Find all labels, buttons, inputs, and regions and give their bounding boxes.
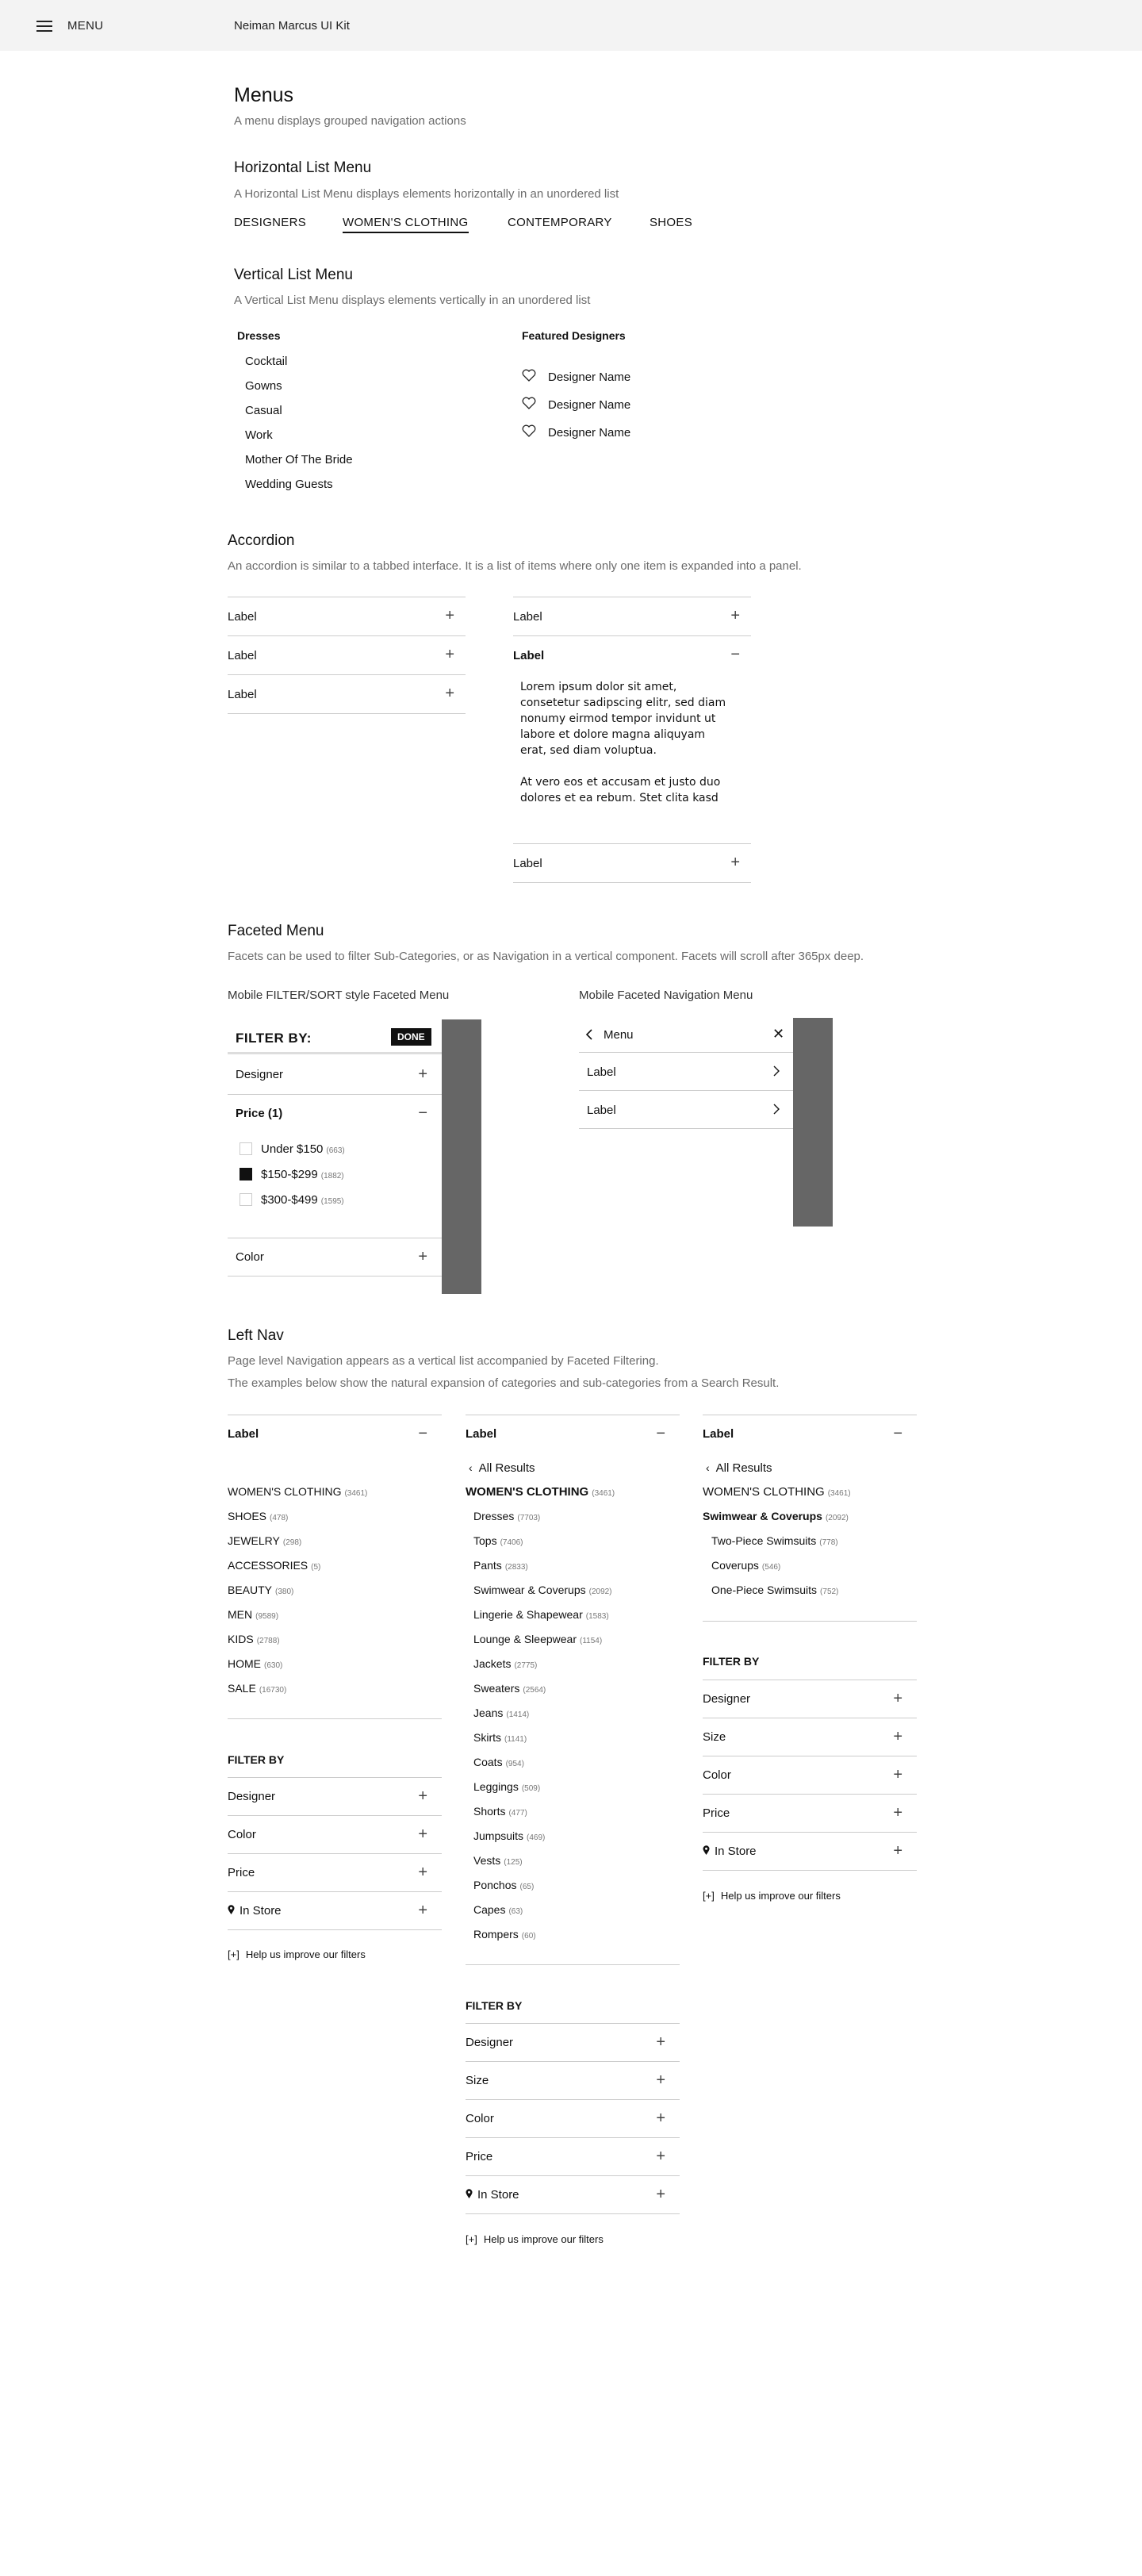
- category-link[interactable]: Jeans (1414): [473, 1706, 530, 1719]
- hmenu-contemporary[interactable]: CONTEMPORARY: [508, 216, 612, 229]
- vmenu-item[interactable]: Cocktail: [245, 355, 288, 368]
- vertical-title: Vertical List Menu: [234, 267, 353, 283]
- mobile-nav-header[interactable]: [579, 1018, 793, 1053]
- filter-row[interactable]: Color +: [466, 2099, 680, 2137]
- facet-label: Color: [236, 1250, 264, 1264]
- chevron-left-icon: ‹: [469, 1461, 473, 1474]
- accordion-label: Label: [513, 610, 542, 624]
- chevron-right-icon: [772, 1104, 780, 1115]
- heart-icon[interactable]: [522, 369, 536, 382]
- filter-row[interactable]: In Store +: [466, 2175, 680, 2213]
- horizontal-title: Horizontal List Menu: [234, 159, 372, 176]
- category-link[interactable]: HOME (630): [228, 1657, 283, 1670]
- filter-row[interactable]: Size +: [703, 1718, 917, 1756]
- filter-by-label: FILTER BY: [466, 1999, 523, 2012]
- location-pin-icon: [466, 2189, 473, 2199]
- filter-row[interactable]: Color +: [228, 1815, 442, 1853]
- category-link[interactable]: Coats (954): [473, 1756, 524, 1768]
- mobile-nav-item[interactable]: [579, 1091, 793, 1129]
- help-link[interactable]: [+] Help us improve our filters: [466, 2233, 604, 2245]
- nav-item-label: Label: [587, 1104, 616, 1117]
- category-link[interactable]: Leggings (509): [473, 1780, 541, 1793]
- leftnav-header[interactable]: Label −: [228, 1415, 442, 1453]
- category-link[interactable]: SALE (16730): [228, 1682, 287, 1695]
- faceted-desc: Facets can be used to filter Sub-Categories, or as Navigation in a vertical component. Facets will scroll after 365px deep.: [228, 950, 864, 963]
- category-link[interactable]: Sweaters (2564): [473, 1682, 546, 1695]
- divider: [703, 1621, 917, 1622]
- filter-row[interactable]: Color +: [703, 1756, 917, 1794]
- category-link[interactable]: Jumpsuits (469): [473, 1829, 546, 1842]
- facet-designer[interactable]: [228, 1056, 442, 1094]
- accordion-panel-text: At vero eos et accusam et justo duo dolores et ea rebum. Stet clita kasd: [520, 776, 721, 804]
- top-bar: [0, 0, 1142, 51]
- faceted-title: Faceted Menu: [228, 923, 324, 939]
- price-option[interactable]: $150-$299 (1882): [261, 1168, 344, 1181]
- nav-menu-label: Menu: [604, 1028, 634, 1042]
- plus-icon: +: [656, 2071, 665, 2089]
- category-link[interactable]: Lingerie & Shapewear (1583): [473, 1608, 609, 1621]
- minus-icon: −: [656, 1425, 665, 1442]
- plus-icon: +: [893, 1804, 902, 1822]
- category-link[interactable]: Two-Piece Swimsuits (778): [711, 1534, 838, 1547]
- kit-title: Neiman Marcus UI Kit: [234, 19, 350, 33]
- all-results-link[interactable]: ‹ All Results: [469, 1461, 535, 1475]
- accordion-desc: An accordion is similar to a tabbed interface. It is a list of items where only one item is expanded into a panel.: [228, 559, 802, 573]
- vmenu-item[interactable]: Mother Of The Bride: [245, 453, 353, 466]
- plus-icon: +: [656, 2033, 665, 2051]
- hamburger-icon[interactable]: [36, 21, 52, 32]
- page-title: Menus: [234, 84, 294, 106]
- category-link[interactable]: Dresses (7703): [473, 1510, 541, 1522]
- minus-icon: −: [418, 1425, 427, 1442]
- filter-row[interactable]: Size +: [466, 2061, 680, 2099]
- category-link[interactable]: Shorts (477): [473, 1805, 527, 1818]
- accordion-title: Accordion: [228, 532, 295, 549]
- plus-icon: +: [418, 1864, 427, 1881]
- category-link[interactable]: JEWELRY (298): [228, 1534, 302, 1547]
- designer-link[interactable]: Designer Name: [548, 398, 631, 412]
- divider: [466, 2213, 680, 2214]
- plus-icon: +: [418, 1825, 427, 1843]
- filter-by-label: FILTER BY:: [236, 1031, 312, 1046]
- filter-row[interactable]: Designer +: [703, 1680, 917, 1718]
- heart-icon[interactable]: [522, 397, 536, 409]
- category-link[interactable]: Lounge & Sleepwear (1154): [473, 1633, 603, 1645]
- category-link[interactable]: Ponchos (65): [473, 1879, 535, 1891]
- category-link[interactable]: ACCESSORIES (5): [228, 1559, 321, 1572]
- facet-color[interactable]: [228, 1238, 442, 1276]
- chevron-left-icon: ‹: [706, 1461, 710, 1474]
- plus-icon: +: [893, 1690, 902, 1707]
- heart-icon[interactable]: [522, 424, 536, 437]
- accordion-item[interactable]: [513, 843, 751, 882]
- leftnav-header[interactable]: Label −: [466, 1415, 680, 1453]
- subcategory-current[interactable]: Swimwear & Coverups (2092): [703, 1510, 849, 1522]
- filter-header: [228, 1019, 442, 1054]
- plus-bracket-icon: [+]: [466, 2233, 477, 2245]
- filter-by-label: FILTER BY: [228, 1753, 285, 1766]
- horizontal-desc: A Horizontal List Menu displays elements horizontally in an unordered list: [234, 187, 619, 201]
- category-link[interactable]: Jackets (2775): [473, 1657, 538, 1670]
- category-link[interactable]: Tops (7406): [473, 1534, 523, 1547]
- category-link[interactable]: WOMEN'S CLOTHING (3461): [228, 1485, 368, 1498]
- mobile-filter-title: Mobile FILTER/SORT style Faceted Menu: [228, 989, 450, 1002]
- accordion-label: Label: [513, 857, 542, 870]
- minus-icon: −: [730, 646, 740, 663]
- category-link[interactable]: SHOES (478): [228, 1510, 289, 1522]
- chevron-left-icon: [585, 1029, 593, 1040]
- filter-row[interactable]: In Store +: [703, 1832, 917, 1870]
- vmenu-header-designers: Featured Designers: [522, 329, 626, 342]
- done-button[interactable]: DONE: [391, 1028, 431, 1046]
- designer-link[interactable]: Designer Name: [548, 426, 631, 440]
- facet-label: Designer: [236, 1068, 284, 1081]
- leftnav-title: Left Nav: [228, 1327, 284, 1344]
- accordion-label: Label: [228, 688, 257, 701]
- plus-icon: +: [893, 1728, 902, 1745]
- leftnav-desc: The examples below show the natural expansion of categories and sub-categories from a Search Result.: [228, 1376, 780, 1390]
- plus-icon: +: [893, 1766, 902, 1783]
- all-results-link[interactable]: ‹ All Results: [706, 1461, 772, 1475]
- category-link[interactable]: KIDS (2788): [228, 1633, 280, 1645]
- scrollbar[interactable]: [442, 1019, 481, 1294]
- category-link[interactable]: BEAUTY (380): [228, 1584, 294, 1596]
- divider: [466, 1964, 680, 1965]
- plus-icon: +: [656, 2110, 665, 2127]
- facet-label: Price (1): [236, 1107, 283, 1120]
- mobile-nav-title: Mobile Faceted Navigation Menu: [579, 989, 753, 1002]
- category-link[interactable]: Coverups (546): [711, 1559, 781, 1572]
- designer-link[interactable]: Designer Name: [548, 370, 631, 384]
- price-option[interactable]: $300-$499 (1595): [261, 1193, 344, 1207]
- help-link[interactable]: [+] Help us improve our filters: [703, 1890, 841, 1902]
- plus-bracket-icon: [+]: [703, 1890, 715, 1902]
- leftnav-desc: Page level Navigation appears as a vertical list accompanied by Faceted Filtering.: [228, 1354, 659, 1368]
- divider: [513, 882, 751, 883]
- plus-icon: +: [418, 1787, 427, 1805]
- chevron-right-icon: [772, 1065, 780, 1077]
- category-link[interactable]: MEN (9589): [228, 1608, 279, 1621]
- accordion-label: Label: [228, 610, 257, 624]
- category-link[interactable]: Skirts (1141): [473, 1731, 527, 1744]
- category-current[interactable]: WOMEN'S CLOTHING (3461): [466, 1485, 615, 1499]
- accordion-item[interactable]: [228, 674, 466, 713]
- price-checkbox[interactable]: [240, 1168, 252, 1181]
- category-link[interactable]: Pants (2833): [473, 1559, 528, 1572]
- plus-icon: +: [730, 607, 740, 624]
- plus-icon: +: [418, 1902, 427, 1919]
- filter-row[interactable]: Designer +: [228, 1777, 442, 1815]
- divider: [703, 1870, 917, 1871]
- menu-button[interactable]: MENU: [67, 19, 104, 33]
- leftnav-header[interactable]: Label −: [703, 1415, 917, 1453]
- accordion-label: Label: [513, 649, 545, 662]
- hmenu-shoes[interactable]: SHOES: [650, 216, 693, 229]
- plus-icon: +: [445, 685, 454, 702]
- filter-row[interactable]: Price +: [703, 1794, 917, 1832]
- mobile-nav-item[interactable]: [579, 1053, 793, 1091]
- divider: [228, 713, 466, 714]
- location-pin-icon: [703, 1845, 710, 1856]
- category-link[interactable]: One-Piece Swimsuits (752): [711, 1584, 839, 1596]
- category-link[interactable]: Rompers (60): [473, 1928, 536, 1941]
- minus-icon: −: [893, 1425, 902, 1442]
- vmenu-item[interactable]: Work: [245, 428, 273, 442]
- accordion-item[interactable]: [228, 597, 466, 635]
- hmenu-womens-clothing[interactable]: WOMEN'S CLOTHING: [343, 216, 469, 233]
- hmenu-designers[interactable]: DESIGNERS: [234, 216, 307, 229]
- close-icon[interactable]: ✕: [772, 1026, 785, 1042]
- divider: [228, 1718, 442, 1719]
- vmenu-item[interactable]: Casual: [245, 404, 282, 417]
- price-option[interactable]: Under $150 (663): [261, 1142, 345, 1156]
- accordion-item[interactable]: [513, 597, 751, 635]
- filter-row[interactable]: Price +: [228, 1853, 442, 1891]
- filter-row[interactable]: Price +: [466, 2137, 680, 2175]
- price-checkbox[interactable]: [240, 1142, 252, 1155]
- plus-icon: +: [418, 1065, 427, 1083]
- filter-row[interactable]: Designer +: [466, 2023, 680, 2061]
- vmenu-item[interactable]: Gowns: [245, 379, 282, 393]
- plus-icon: +: [656, 2148, 665, 2165]
- page-desc: A menu displays grouped navigation actions: [234, 114, 466, 128]
- accordion-item[interactable]: [228, 635, 466, 674]
- nav-item-label: Label: [587, 1065, 616, 1079]
- vmenu-header-dresses: Dresses: [237, 329, 281, 342]
- scrollbar[interactable]: [793, 1018, 833, 1227]
- plus-icon: +: [893, 1842, 902, 1860]
- facet-price[interactable]: [228, 1094, 442, 1132]
- help-link[interactable]: [+] Help us improve our filters: [228, 1948, 366, 1960]
- accordion-item-open[interactable]: [513, 635, 751, 674]
- category-link[interactable]: WOMEN'S CLOTHING (3461): [703, 1485, 851, 1499]
- category-link[interactable]: Swimwear & Coverups (2092): [473, 1584, 612, 1596]
- plus-icon: +: [418, 1248, 427, 1265]
- plus-icon: +: [656, 2186, 665, 2203]
- plus-icon: +: [445, 607, 454, 624]
- vmenu-item[interactable]: Wedding Guests: [245, 478, 333, 491]
- plus-bracket-icon: [+]: [228, 1948, 240, 1960]
- filter-row[interactable]: In Store +: [228, 1891, 442, 1929]
- category-link[interactable]: Vests (125): [473, 1854, 523, 1867]
- filter-by-label: FILTER BY: [703, 1655, 760, 1668]
- accordion-panel-text: Lorem ipsum dolor sit amet, consetetur sadipscing elitr, sed diam nonumy eirmod tempor invidunt ut labore et dolore magna aliquyam erat, sed diam voluptua.: [520, 681, 726, 757]
- price-checkbox[interactable]: [240, 1193, 252, 1206]
- plus-icon: +: [445, 646, 454, 663]
- divider: [228, 1929, 442, 1930]
- vertical-desc: A Vertical List Menu displays elements vertically in an unordered list: [234, 294, 591, 307]
- minus-icon: −: [418, 1104, 427, 1122]
- location-pin-icon: [228, 1905, 235, 1915]
- plus-icon: +: [730, 854, 740, 871]
- category-link[interactable]: Capes (63): [473, 1903, 523, 1916]
- accordion-label: Label: [228, 649, 257, 662]
